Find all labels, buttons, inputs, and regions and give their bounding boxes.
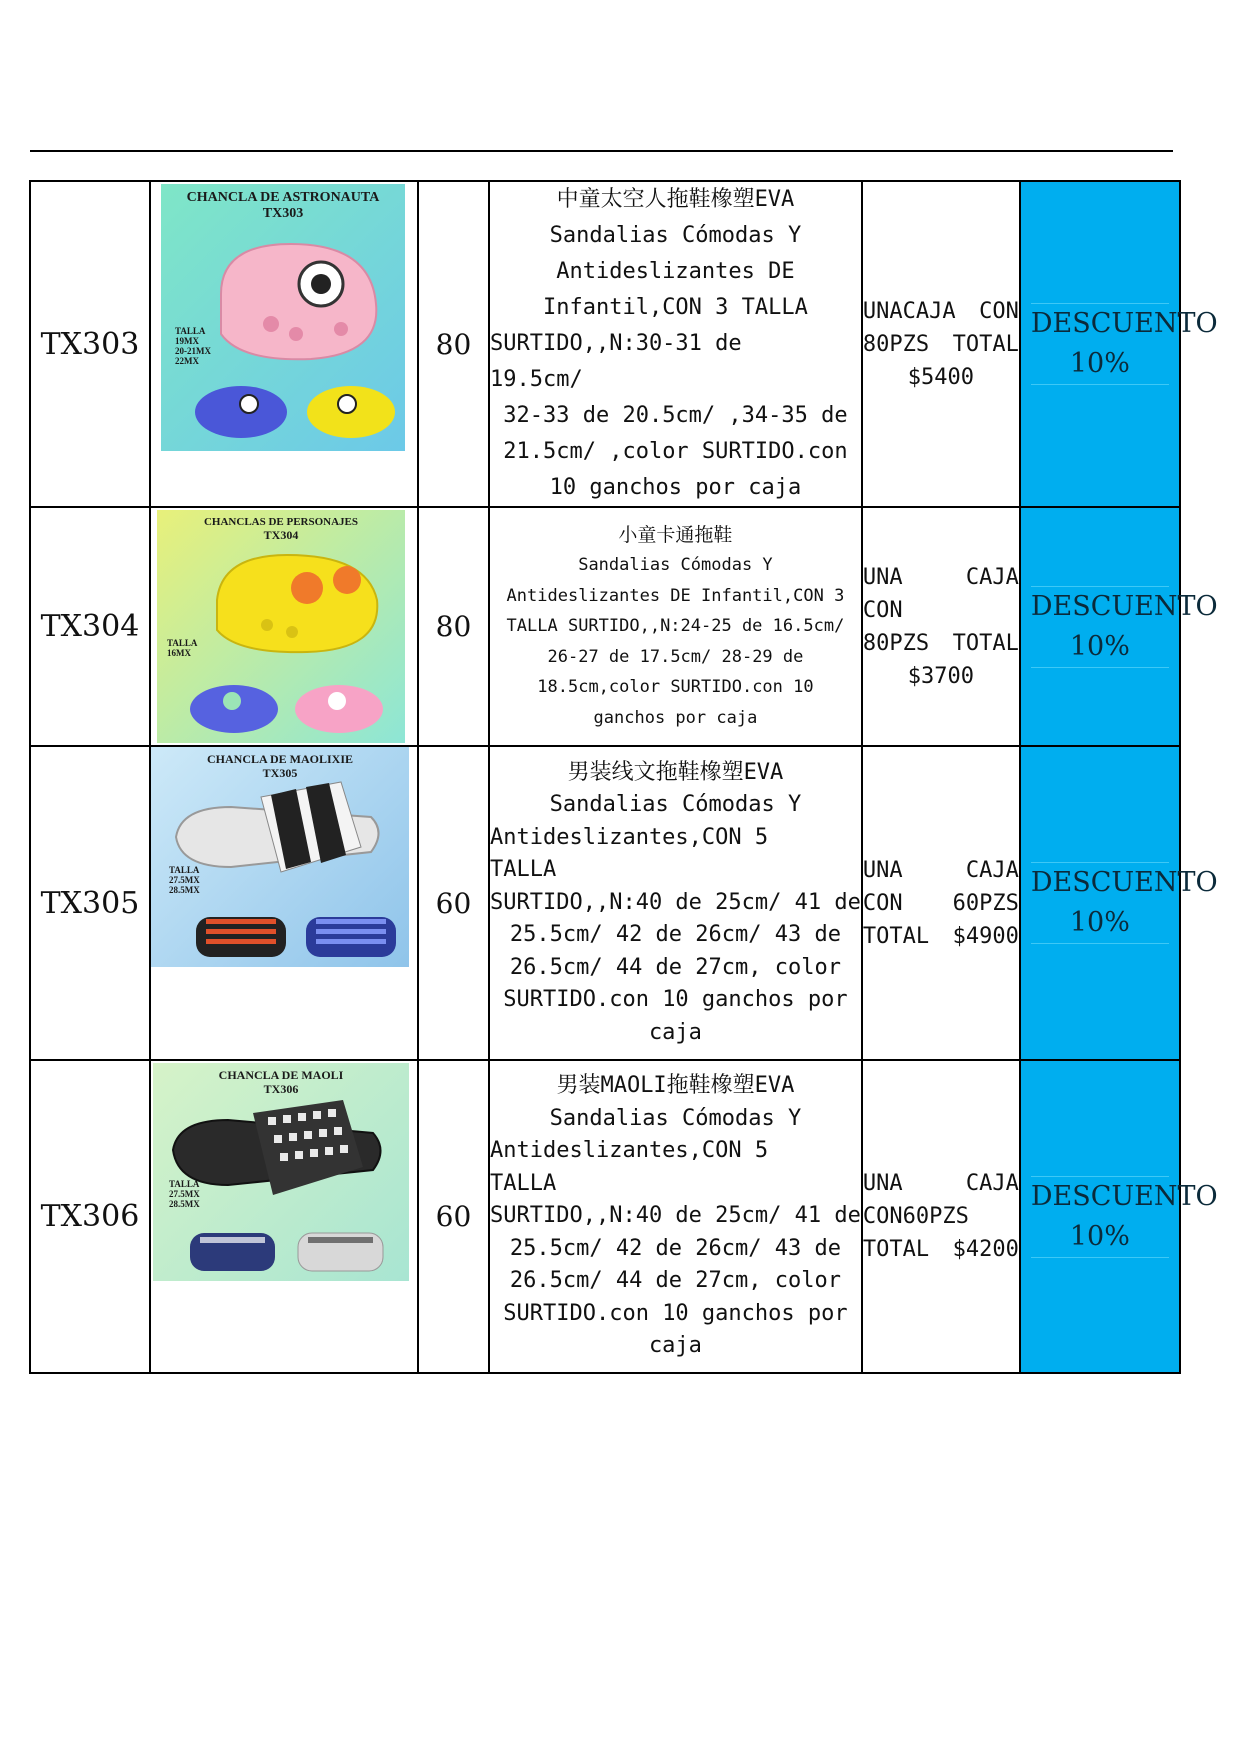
discount-cell <box>1020 1060 1218 1373</box>
image-size-label: TALLA 16MX <box>167 638 198 658</box>
discount-value: 10% <box>1069 907 1130 938</box>
image-code: TX304 <box>263 528 299 542</box>
discount-badge <box>1030 586 1218 668</box>
product-code: TX303 <box>30 181 150 507</box>
discount-value: 10% <box>1069 630 1130 662</box>
table-row <box>30 1060 1180 1373</box>
image-size-label: TALLA 19MX 20-21MX 22MX <box>175 326 211 366</box>
product-quantity: 80 <box>418 181 489 507</box>
product-table <box>29 180 1218 1374</box>
image-code: TX303 <box>262 206 304 221</box>
box-info: UNA CAJA CON60PZS TOTAL $4200 <box>862 1060 1020 1373</box>
product-image <box>161 184 405 451</box>
navy-slide-illustration <box>185 1223 280 1275</box>
discount-badge <box>1030 303 1218 385</box>
discount-label: DESCUENTO <box>1030 590 1218 622</box>
discount-cell <box>1020 746 1218 1060</box>
product-code: TX306 <box>30 1060 150 1373</box>
discount-value: 10% <box>1069 1220 1130 1252</box>
blue-clog-illustration <box>187 675 282 735</box>
image-code: TX305 <box>262 766 298 780</box>
product-photo-cell <box>150 507 418 746</box>
product-photo-cell <box>150 746 418 1060</box>
table-row <box>30 507 1180 746</box>
product-description: 男装MAOLI拖鞋橡塑EVA Sandalias Cómodas Y Antideslizantes,CON 5 TALLA SURTIDO,,N:40 de 25cm/ 41 de 25.5cm/ 42 de 26cm/ 43 de 26.5cm/ 44 de 27cm, color SURTIDO.con 10 ganchos por caja <box>489 1060 862 1373</box>
product-description: 小童卡通拖鞋 Sandalias Cómodas Y Antideslizantes DE Infantil,CON 3 TALLA SURTIDO,,N:24-25 de 16.5cm/ 26-27 de 17.5cm/ 28-29 de 18.5cm,color SURTIDO.con 10 ganchos por caja <box>489 507 862 746</box>
product-image <box>151 747 409 967</box>
product-code: TX305 <box>30 746 150 1060</box>
product-photo-cell <box>150 1060 418 1373</box>
product-quantity: 60 <box>418 746 489 1060</box>
table-row <box>30 746 1180 1060</box>
product-image <box>153 1063 409 1281</box>
black-slide-illustration <box>168 1095 393 1210</box>
product-code: TX304 <box>30 507 150 746</box>
image-title: CHANCLA DE MAOLIXIE <box>206 752 353 766</box>
white-slide-illustration <box>171 777 391 887</box>
box-info: UNACAJA CON 80PZS TOTAL $5400 <box>862 181 1020 507</box>
pink-clog-illustration <box>292 675 387 735</box>
image-size-label: TALLA 27.5MX 28.5MX <box>169 1179 200 1209</box>
box-info: UNA CAJA CON 80PZS TOTAL $3700 <box>862 507 1020 746</box>
discount-cell <box>1020 507 1218 746</box>
image-title: CHANCLAS DE PERSONAJES <box>203 516 359 528</box>
header-rule <box>30 150 1173 152</box>
table-row <box>30 181 1180 507</box>
product-description: 中童太空人拖鞋橡塑EVA Sandalias Cómodas Y Antideslizantes DE Infantil,CON 3 TALLA SURTIDO,,N:30-31 de 19.5cm/ 32-33 de 20.5cm/ ,34-35 de 21.5cm/ ,color SURTIDO.con 10 ganchos por caja <box>489 181 862 507</box>
image-title: CHANCLA DE ASTRONAUTA <box>186 190 380 205</box>
discount-label: DESCUENTO <box>1030 1180 1218 1212</box>
product-photo-cell <box>150 181 418 507</box>
yellow-clog-illustration <box>207 540 387 660</box>
yellow-clog-illustration <box>301 374 401 442</box>
discount-label: DESCUENTO <box>1030 308 1218 339</box>
discount-badge <box>1030 862 1218 944</box>
discount-cell <box>1020 181 1218 507</box>
discount-value: 10% <box>1069 348 1130 379</box>
discount-badge <box>1030 1176 1218 1258</box>
red-stripe-slide-illustration <box>191 907 291 962</box>
image-size-label: TALLA 27.5MX 28.5MX <box>169 865 200 895</box>
box-info: UNA CAJA CON 60PZS TOTAL $4900 <box>862 746 1020 1060</box>
image-code: TX306 <box>263 1082 299 1096</box>
product-description: 男装线文拖鞋橡塑EVA Sandalias Cómodas Y Antideslizantes,CON 5 TALLA SURTIDO,,N:40 de 25cm/ 41 de 25.5cm/ 42 de 26cm/ 43 de 26.5cm/ 44 de 27cm, color SURTIDO.con 10 ganchos por caja <box>489 746 862 1060</box>
blue-clog-illustration <box>191 374 291 442</box>
discount-label: DESCUENTO <box>1030 867 1218 898</box>
product-quantity: 60 <box>418 1060 489 1373</box>
product-quantity: 80 <box>418 507 489 746</box>
image-title: CHANCLA DE MAOLI <box>218 1068 344 1082</box>
pink-clog-illustration <box>201 224 391 374</box>
grey-slide-illustration <box>293 1223 388 1275</box>
product-image <box>157 510 405 743</box>
blue-stripe-slide-illustration <box>301 907 401 962</box>
